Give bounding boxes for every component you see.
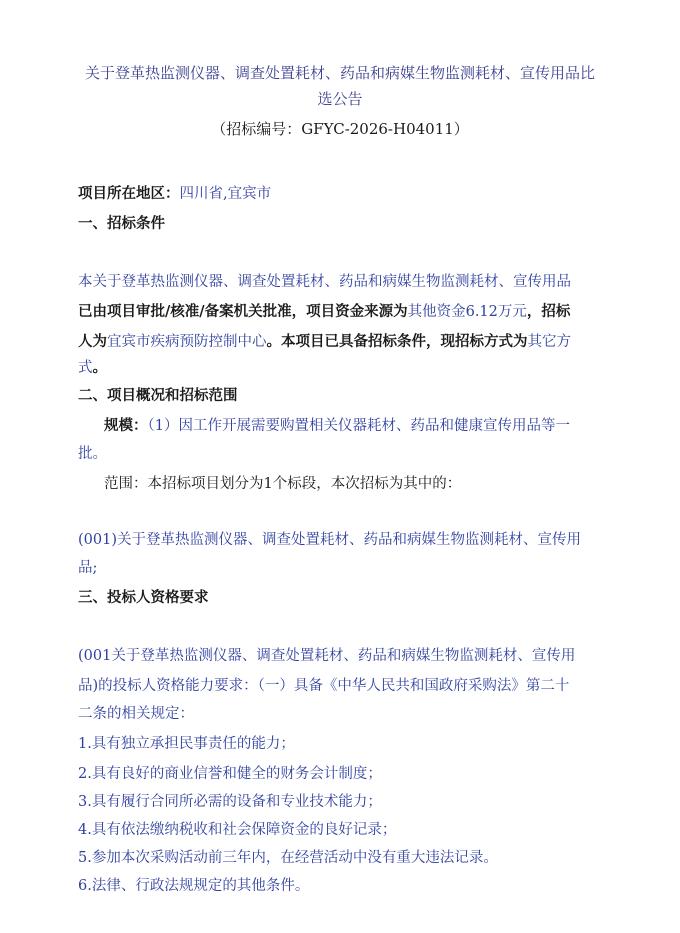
document-title-line-2: 选公告 <box>317 90 363 108</box>
scale-line-2: 批。 <box>78 446 107 462</box>
requirement-item: 5.参加本次采购活动前三年内，在经营活动中没有重大违法记录。 <box>78 850 498 866</box>
lot-line-1: (001)关于登革热监测仪器、调查处置耗材、药品和病媒生物监测耗材、宣传用 <box>78 532 581 548</box>
section-1-paragraph-line-2 <box>78 302 598 322</box>
requirement-item: 1.具有独立承担民事责任的能力； <box>78 736 295 752</box>
section-1-paragraph-line-4 <box>78 358 598 378</box>
s1-text-3a: 人为 <box>78 333 107 350</box>
s1-text-3c: 。本项目已具备招标条件，现招标方式为 <box>266 333 528 350</box>
qualification-line-1: (001关于登革热监测仪器、调查处置耗材、药品和病媒生物监测耗材、宣传用 <box>78 648 576 664</box>
tender-method-end: 式 <box>78 360 93 376</box>
section-2-heading: 二、项目概况和招标范围 <box>78 387 238 404</box>
requirement-item: 2.具有良好的商业信誉和健全的财务会计制度； <box>78 766 382 782</box>
requirement-item: 6.法律、行政法规规定的其他条件。 <box>78 878 310 894</box>
funding-source: 其他资金6.12万元 <box>407 304 527 320</box>
requirement-item: 4.具有依法缴纳税收和社会保障资金的良好记录； <box>78 822 397 838</box>
s1-period: 。 <box>92 359 107 376</box>
qualification-line-3: 二条的相关规定： <box>78 706 194 722</box>
s1-text-2a: 已由项目审批/核准/备案机关批准，项目资金来源为 <box>78 303 408 320</box>
section-3-heading: 三、投标人资格要求 <box>78 589 209 606</box>
scale-label: 规模： <box>104 417 148 434</box>
project-location <box>78 184 598 204</box>
range-line: 范围：本招标项目划分为1个标段，本次招标为其中的： <box>104 476 462 492</box>
s1-text-2c: ，招标 <box>526 303 571 320</box>
requirement-item: 3.具有履行合同所必需的设备和专业技术能力； <box>78 794 382 810</box>
location-label: 项目所在地区： <box>78 185 180 202</box>
document-title-line-1: 关于登革热监测仪器、调查处置耗材、药品和病媒生物监测耗材、宣传用品比 <box>84 64 595 82</box>
section-1-paragraph-line-1 <box>78 272 598 292</box>
lot-line-2: 品; <box>78 560 98 576</box>
bid-number: （招标编号：GFYC-2026-H04011） <box>211 120 469 138</box>
section-1-paragraph-line-3 <box>78 332 598 352</box>
qualification-line-2: 品)的投标人资格能力要求：（一）具备《中华人民共和国政府采购法》第二十 <box>78 678 570 694</box>
location-value: 四川省,宜宾市 <box>179 186 272 202</box>
tenderer-name: 宜宾市疾病预防控制中心 <box>107 334 267 350</box>
scale-text: （1）因工作开展需要购置相关仪器耗材、药品和健康宣传用品等一 <box>147 418 570 434</box>
s1-text-1: 本关于登革热监测仪器、调查处置耗材、药品和病媒生物监测耗材、宣传用品 <box>78 274 571 290</box>
section-1-heading: 一、招标条件 <box>78 215 165 232</box>
scale-line-1 <box>104 416 624 436</box>
tender-method: 其它方 <box>527 334 571 350</box>
